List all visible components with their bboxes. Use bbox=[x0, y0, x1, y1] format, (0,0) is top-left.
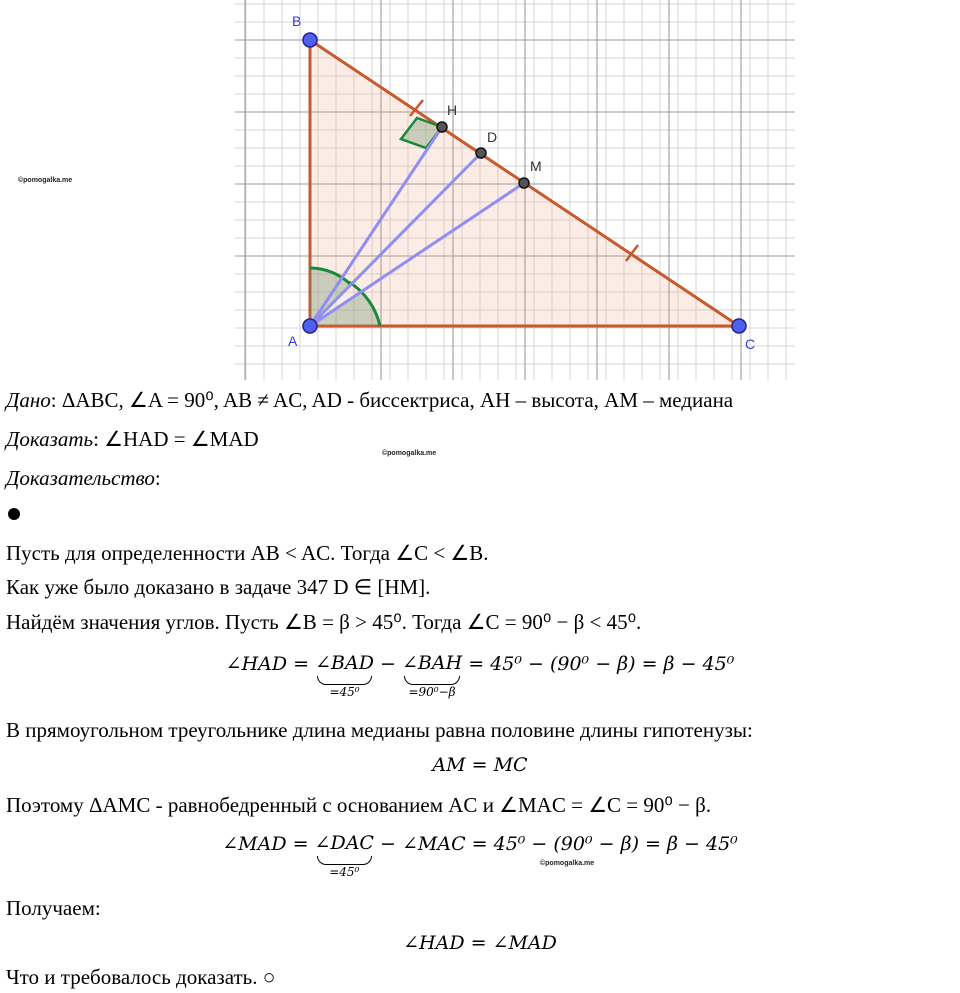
label-m: M bbox=[530, 158, 542, 174]
proof-line-2: Как уже было доказано в задаче 347 D ∈ [HM]. bbox=[6, 575, 431, 599]
eq1-term-bad-text: ∠BAD bbox=[315, 652, 374, 674]
point-b bbox=[303, 33, 317, 47]
proof-label: Доказательство bbox=[6, 466, 155, 490]
proof-line bbox=[6, 465, 161, 491]
equation-3 bbox=[0, 830, 960, 879]
proof-line-6: Получаем: bbox=[6, 896, 101, 920]
proof-colon: : bbox=[154, 466, 161, 490]
proof-line-3: Найдём значения углов. Пусть ∠B = β > 45⁰. Тогда ∠C = 90⁰ − β < 45⁰. bbox=[6, 610, 642, 634]
given-body: : ΔABC, ∠A = 90⁰, AB ≠ AC, AD - биссектриса, AH – высота, AM – медиана bbox=[50, 388, 734, 412]
label-b: B bbox=[292, 13, 302, 29]
eq1-term-bah-text: ∠BAH bbox=[401, 652, 463, 674]
eq3-lhs: ∠MAD = bbox=[222, 833, 315, 855]
watermark: ©pomogalka.me bbox=[18, 177, 73, 184]
equation-2: AM = MC bbox=[432, 754, 528, 776]
bullet bbox=[8, 508, 20, 520]
label-a: A bbox=[288, 333, 298, 349]
proof-line-4: В прямоугольном треугольнике длина медианы равна половине длины гипотенузы: bbox=[6, 718, 753, 742]
proof-line-1: Пусть для определенности AB < AC. Тогда ∠C < ∠B. bbox=[6, 541, 489, 565]
eq1-term-bah bbox=[402, 650, 462, 699]
underbrace bbox=[317, 856, 372, 865]
eq3-term-dac-sub: =45⁰ bbox=[329, 865, 360, 879]
label-c: C bbox=[745, 336, 756, 352]
equation-4: ∠HAD = ∠MAD bbox=[403, 932, 557, 954]
watermark: ©pomogalka.me bbox=[540, 860, 595, 867]
proof-line-7: Что и требовалось доказать. ○ bbox=[6, 965, 276, 989]
point-h bbox=[437, 122, 447, 132]
eq1-rhs: = 45⁰ − (90⁰ − β) = β − 45⁰ bbox=[462, 653, 735, 675]
prove-body: : ∠HAD = ∠MAD bbox=[93, 427, 259, 451]
eq3-rhs: − ∠MAC = 45⁰ − (90⁰ − β) = β − 45⁰ bbox=[373, 833, 738, 855]
point-d bbox=[476, 148, 486, 158]
geometry-figure bbox=[0, 0, 960, 385]
prove-line bbox=[6, 426, 259, 452]
point-m bbox=[519, 178, 529, 188]
underbrace bbox=[317, 676, 372, 685]
label-d: D bbox=[487, 129, 498, 145]
eq1-term-bah-sub: =90⁰−β bbox=[408, 685, 456, 699]
point-c bbox=[732, 319, 746, 333]
eq3-term-dac-text: ∠DAC bbox=[314, 832, 374, 854]
point-a bbox=[303, 319, 317, 333]
eq1-lhs: ∠HAD = bbox=[225, 653, 316, 675]
eq1-minus: − bbox=[373, 653, 402, 675]
given-label: Дано bbox=[6, 388, 51, 412]
underbrace bbox=[404, 676, 460, 685]
equation-1 bbox=[0, 650, 960, 699]
eq1-term-bad-sub: =45⁰ bbox=[329, 685, 360, 699]
label-h: H bbox=[447, 102, 458, 118]
proof-line-5: Поэтому ΔAMC - равнобедренный с основанием AC и ∠MAC = ∠C = 90⁰ − β. bbox=[6, 793, 712, 817]
eq1-term-bad bbox=[315, 650, 374, 699]
eq3-term-dac bbox=[315, 830, 374, 879]
watermark: ©pomogalka.me bbox=[382, 450, 437, 457]
prove-label: Доказать bbox=[6, 427, 94, 451]
given-line bbox=[6, 387, 733, 413]
